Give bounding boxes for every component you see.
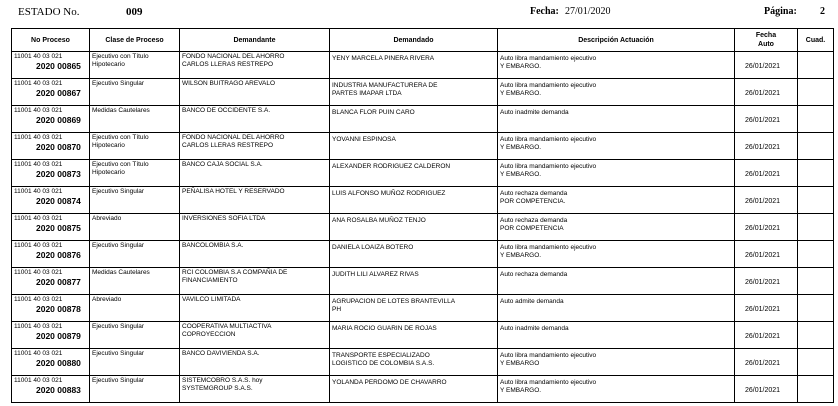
proceso-number: 2020 00870 xyxy=(36,141,81,152)
descripcion-cell xyxy=(498,106,735,133)
fecha-auto-text: 26/01/2021 xyxy=(745,306,781,313)
col-demandante: Demandante xyxy=(180,29,330,52)
descripcion-cell xyxy=(498,349,735,376)
proceso-prefix: 11001 40 03 021 xyxy=(14,215,63,222)
demandado-cell xyxy=(330,187,498,214)
demandante-text: FONDO NACIONAL DEL AHORRO CARLOS LLERAS RESTREPO xyxy=(182,134,285,149)
fecha-auto-cell xyxy=(735,133,798,160)
no-proceso-cell xyxy=(12,241,90,268)
descripcion-text: Auto inadmite demanda xyxy=(500,325,569,332)
demandante-text: VAVILCO LIMITADA xyxy=(182,296,241,303)
demandante-cell xyxy=(180,52,330,79)
table-row xyxy=(12,349,834,376)
clase-text: Ejecutivo Singular xyxy=(92,242,145,249)
proceso-prefix: 11001 40 03 021 xyxy=(14,107,63,114)
cuad-cell xyxy=(798,160,834,187)
demandante-cell xyxy=(180,214,330,241)
fecha-auto-cell xyxy=(735,322,798,349)
descripcion-text: Auto rechaza demanda POR COMPETENCIA. xyxy=(500,190,568,205)
demandado-text: YOVANNI ESPINOSA xyxy=(332,136,396,143)
demandado-text: ALEXANDER RODRIGUEZ CALDERON xyxy=(332,163,451,170)
no-proceso-cell xyxy=(12,376,90,403)
no-proceso-cell xyxy=(12,133,90,160)
descripcion-text: Auto libra mandamiento ejecutivo Y EMBARGO. xyxy=(500,244,597,259)
demandado-cell xyxy=(330,376,498,403)
demandado-cell xyxy=(330,295,498,322)
table-row xyxy=(12,106,834,133)
descripcion-cell xyxy=(498,322,735,349)
clase-text: Medidas Cautelares xyxy=(92,269,150,276)
fecha-auto-text: 26/01/2021 xyxy=(745,225,781,232)
clase-text: Ejecutivo Singular xyxy=(92,323,145,330)
descripcion-text: Auto rechaza demanda xyxy=(500,271,568,278)
proceso-number: 2020 00873 xyxy=(36,168,81,179)
descripcion-cell xyxy=(498,160,735,187)
pagina-value: 2 xyxy=(820,6,825,17)
fecha-value: 27/01/2020 xyxy=(565,6,611,17)
descripcion-cell xyxy=(498,295,735,322)
fecha-auto-cell xyxy=(735,241,798,268)
fecha-auto-text: 26/01/2021 xyxy=(745,360,781,367)
clase-text: Ejecutivo Singular xyxy=(92,80,145,87)
descripcion-text: Auto inadmite demanda xyxy=(500,109,569,116)
descripcion-cell xyxy=(498,187,735,214)
demandante-text: COOPERATIVA MULTIACTIVA COPROYECCION xyxy=(182,323,272,338)
proceso-number: 2020 00878 xyxy=(36,303,81,314)
proceso-prefix: 11001 40 03 021 xyxy=(14,188,63,195)
clase-text: Ejecutivo con Título Hipotecario xyxy=(92,134,149,149)
cuad-cell xyxy=(798,187,834,214)
demandado-cell xyxy=(330,160,498,187)
clase-cell xyxy=(90,133,180,160)
demandado-cell xyxy=(330,52,498,79)
demandante-cell xyxy=(180,349,330,376)
proceso-number: 2020 00869 xyxy=(36,114,81,125)
demandado-text: ANA ROSALBA MUÑOZ TENJO xyxy=(332,217,426,224)
demandado-text: INDUSTRIA MANUFACTURERA DE PARTES IMAPAR LTDA xyxy=(332,82,438,97)
demandante-text: SISTEMCOBRO S.A.S. hoy SYSTEMGROUP S.A.S. xyxy=(182,377,263,392)
cuad-cell xyxy=(798,133,834,160)
proceso-number: 2020 00883 xyxy=(36,384,81,395)
clase-cell xyxy=(90,187,180,214)
cuad-cell xyxy=(798,52,834,79)
proceso-prefix: 11001 40 03 021 xyxy=(14,350,63,357)
demandado-cell xyxy=(330,214,498,241)
no-proceso-cell xyxy=(12,214,90,241)
fecha-auto-cell xyxy=(735,79,798,106)
fecha-auto-text: 26/01/2021 xyxy=(745,117,781,124)
proceso-prefix: 11001 40 03 021 xyxy=(14,269,63,276)
fecha-auto-cell xyxy=(735,160,798,187)
demandante-text: PEÑALISA HOTEL Y RESERVADO xyxy=(182,188,285,195)
clase-cell xyxy=(90,268,180,295)
col-cuad: Cuad. xyxy=(798,29,834,52)
no-proceso-cell xyxy=(12,187,90,214)
fecha-auto-text: 26/01/2021 xyxy=(745,333,781,340)
descripcion-text: Auto admite demanda xyxy=(500,298,564,305)
descripcion-cell xyxy=(498,133,735,160)
no-proceso-cell xyxy=(12,106,90,133)
demandante-cell xyxy=(180,376,330,403)
demandante-cell xyxy=(180,160,330,187)
no-proceso-cell xyxy=(12,52,90,79)
demandado-cell xyxy=(330,133,498,160)
col-demandado: Demandado xyxy=(330,29,498,52)
fecha-auto-cell xyxy=(735,349,798,376)
descripcion-cell xyxy=(498,214,735,241)
clase-text: Ejecutivo Singular xyxy=(92,188,145,195)
demandado-cell xyxy=(330,106,498,133)
estado-label: ESTADO No. xyxy=(18,6,80,18)
table-header-row xyxy=(12,29,834,52)
demandado-text: LUIS ALFONSO MUÑOZ RODRIGUEZ xyxy=(332,190,446,197)
clase-cell xyxy=(90,214,180,241)
col-descripcion: Descripción Actuación xyxy=(498,29,735,52)
table-row xyxy=(12,214,834,241)
demandado-cell xyxy=(330,349,498,376)
proceso-prefix: 11001 40 03 021 xyxy=(14,161,63,168)
demandado-text: YOLANDA PERDOMO DE CHAVARRO xyxy=(332,379,447,386)
demandante-text: FONDO NACIONAL DEL AHORRO CARLOS LLERAS RESTREPO xyxy=(182,53,285,68)
demandado-text: TRANSPORTE ESPECIALIZADO LOGISTICO DE COLOMBIA S.A.S. xyxy=(332,352,435,367)
demandante-cell xyxy=(180,322,330,349)
table-row xyxy=(12,79,834,106)
proceso-prefix: 11001 40 03 021 xyxy=(14,377,63,384)
clase-text: Ejecutivo con Título Hipotecario xyxy=(92,53,149,68)
clase-text: Abreviado xyxy=(92,296,122,303)
clase-cell xyxy=(90,106,180,133)
table-row xyxy=(12,133,834,160)
col-no-proceso: No Proceso xyxy=(12,29,90,52)
demandado-text: BLANCA FLOR PUIN CARO xyxy=(332,109,415,116)
fecha-auto-text: 26/01/2021 xyxy=(745,252,781,259)
demandado-cell xyxy=(330,322,498,349)
demandante-text: BANCOLOMBIA S.A. xyxy=(182,242,244,249)
demandante-cell xyxy=(180,268,330,295)
proceso-number: 2020 00879 xyxy=(36,330,81,341)
proceso-number: 2020 00880 xyxy=(36,357,81,368)
descripcion-text: Auto libra mandamiento ejecutivo Y EMBARGO. xyxy=(500,163,597,178)
page-header xyxy=(0,0,838,22)
cuad-cell xyxy=(798,376,834,403)
demandado-text: DANIELA LOAIZA BOTERO xyxy=(332,244,414,251)
descripcion-cell xyxy=(498,79,735,106)
fecha-auto-text: 26/01/2021 xyxy=(745,387,781,394)
demandante-text: INVERSIONES SOFIA LTDA xyxy=(182,215,266,222)
table-row xyxy=(12,295,834,322)
estado-table xyxy=(11,28,834,403)
no-proceso-cell xyxy=(12,295,90,322)
demandante-text: BANCO CAJA SOCIAL S.A. xyxy=(182,161,263,168)
descripcion-cell xyxy=(498,52,735,79)
clase-cell xyxy=(90,160,180,187)
no-proceso-cell xyxy=(12,322,90,349)
clase-cell xyxy=(90,295,180,322)
table-row xyxy=(12,241,834,268)
fecha-auto-text: 26/01/2021 xyxy=(745,171,781,178)
fecha-auto-text: 26/01/2021 xyxy=(745,63,781,70)
demandado-text: MARIA ROCIO GUARIN DE ROJAS xyxy=(332,325,437,332)
descripcion-cell xyxy=(498,241,735,268)
descripcion-text: Auto libra mandamiento ejecutivo Y EMBARGO xyxy=(500,352,597,367)
descripcion-text: Auto libra mandamiento ejecutivo Y EMBARGO. xyxy=(500,379,597,394)
table-row xyxy=(12,268,834,295)
fecha-auto-cell xyxy=(735,214,798,241)
demandante-cell xyxy=(180,241,330,268)
table-row xyxy=(12,52,834,79)
descripcion-text: Auto libra mandamiento ejecutivo Y EMBARGO. xyxy=(500,136,597,151)
proceso-prefix: 11001 40 03 021 xyxy=(14,296,63,303)
demandante-cell xyxy=(180,187,330,214)
demandado-cell xyxy=(330,79,498,106)
proceso-number: 2020 00876 xyxy=(36,249,81,260)
clase-text: Ejecutivo con Título Hipotecario xyxy=(92,161,149,176)
col-fecha-auto: Fecha Auto xyxy=(735,29,798,52)
proceso-prefix: 11001 40 03 021 xyxy=(14,134,63,141)
proceso-prefix: 11001 40 03 021 xyxy=(14,242,63,249)
proceso-prefix: 11001 40 03 021 xyxy=(14,80,63,87)
table-row xyxy=(12,376,834,403)
fecha-auto-cell xyxy=(735,295,798,322)
clase-cell xyxy=(90,79,180,106)
descripcion-cell xyxy=(498,268,735,295)
fecha-auto-cell xyxy=(735,187,798,214)
fecha-auto-cell xyxy=(735,268,798,295)
clase-cell xyxy=(90,322,180,349)
cuad-cell xyxy=(798,241,834,268)
demandante-text: RCI COLOMBIA S.A COMPAÑIA DE FINANCIAMIENTO xyxy=(182,269,288,284)
demandante-cell xyxy=(180,133,330,160)
pagina-label: Página: xyxy=(764,6,797,17)
demandado-cell xyxy=(330,268,498,295)
fecha-auto-cell xyxy=(735,52,798,79)
fecha-auto-cell xyxy=(735,376,798,403)
fecha-auto-text: 26/01/2021 xyxy=(745,144,781,151)
no-proceso-cell xyxy=(12,349,90,376)
cuad-cell xyxy=(798,349,834,376)
demandante-text: WILSON BUITRAGO AREVALO xyxy=(182,80,276,87)
demandado-text: YENY MARCELA PINERA RIVERA xyxy=(332,55,435,62)
fecha-auto-text: 26/01/2021 xyxy=(745,90,781,97)
clase-cell xyxy=(90,349,180,376)
cuad-cell xyxy=(798,106,834,133)
clase-text: Ejecutivo Singular xyxy=(92,350,145,357)
cuad-cell xyxy=(798,214,834,241)
proceso-prefix: 11001 40 03 021 xyxy=(14,53,63,60)
demandante-text: BANCO DAVIVIENDA S.A. xyxy=(182,350,260,357)
demandado-cell xyxy=(330,241,498,268)
demandante-cell xyxy=(180,295,330,322)
demandado-text: AGRUPACION DE LOTES BRANTEVILLA PH xyxy=(332,298,456,313)
proceso-prefix: 11001 40 03 021 xyxy=(14,323,63,330)
cuad-cell xyxy=(798,322,834,349)
table-row xyxy=(12,187,834,214)
descripcion-text: Auto libra mandamiento ejecutivo Y EMBARGO. xyxy=(500,82,597,97)
fecha-label: Fecha: xyxy=(530,6,559,17)
clase-text: Abreviado xyxy=(92,215,122,222)
no-proceso-cell xyxy=(12,79,90,106)
clase-text: Ejecutivo Singular xyxy=(92,377,145,384)
proceso-number: 2020 00867 xyxy=(36,87,81,98)
clase-cell xyxy=(90,52,180,79)
clase-cell xyxy=(90,241,180,268)
demandante-cell xyxy=(180,106,330,133)
col-clase: Clase de Proceso xyxy=(90,29,180,52)
proceso-number: 2020 00877 xyxy=(36,276,81,287)
demandado-text: JUDITH LILI ALVAREZ RIVAS xyxy=(332,271,419,278)
clase-cell xyxy=(90,376,180,403)
descripcion-text: Auto libra mandamiento ejecutivo Y EMBARGO. xyxy=(500,55,597,70)
demandante-cell xyxy=(180,79,330,106)
proceso-number: 2020 00865 xyxy=(36,60,81,71)
table-row xyxy=(12,160,834,187)
no-proceso-cell xyxy=(12,268,90,295)
demandante-text: BANCO DE OCCIDENTE S.A. xyxy=(182,107,271,114)
clase-text: Medidas Cautelares xyxy=(92,107,150,114)
cuad-cell xyxy=(798,268,834,295)
cuad-cell xyxy=(798,295,834,322)
proceso-number: 2020 00875 xyxy=(36,222,81,233)
descripcion-cell xyxy=(498,376,735,403)
estado-number: 009 xyxy=(126,6,143,18)
cuad-cell xyxy=(798,79,834,106)
descripcion-text: Auto rechaza demanda POR COMPETENCIA xyxy=(500,217,568,232)
no-proceso-cell xyxy=(12,160,90,187)
fecha-auto-text: 26/01/2021 xyxy=(745,198,781,205)
fecha-auto-text: 26/01/2021 xyxy=(745,279,781,286)
proceso-number: 2020 00874 xyxy=(36,195,81,206)
table-row xyxy=(12,322,834,349)
fecha-auto-cell xyxy=(735,106,798,133)
